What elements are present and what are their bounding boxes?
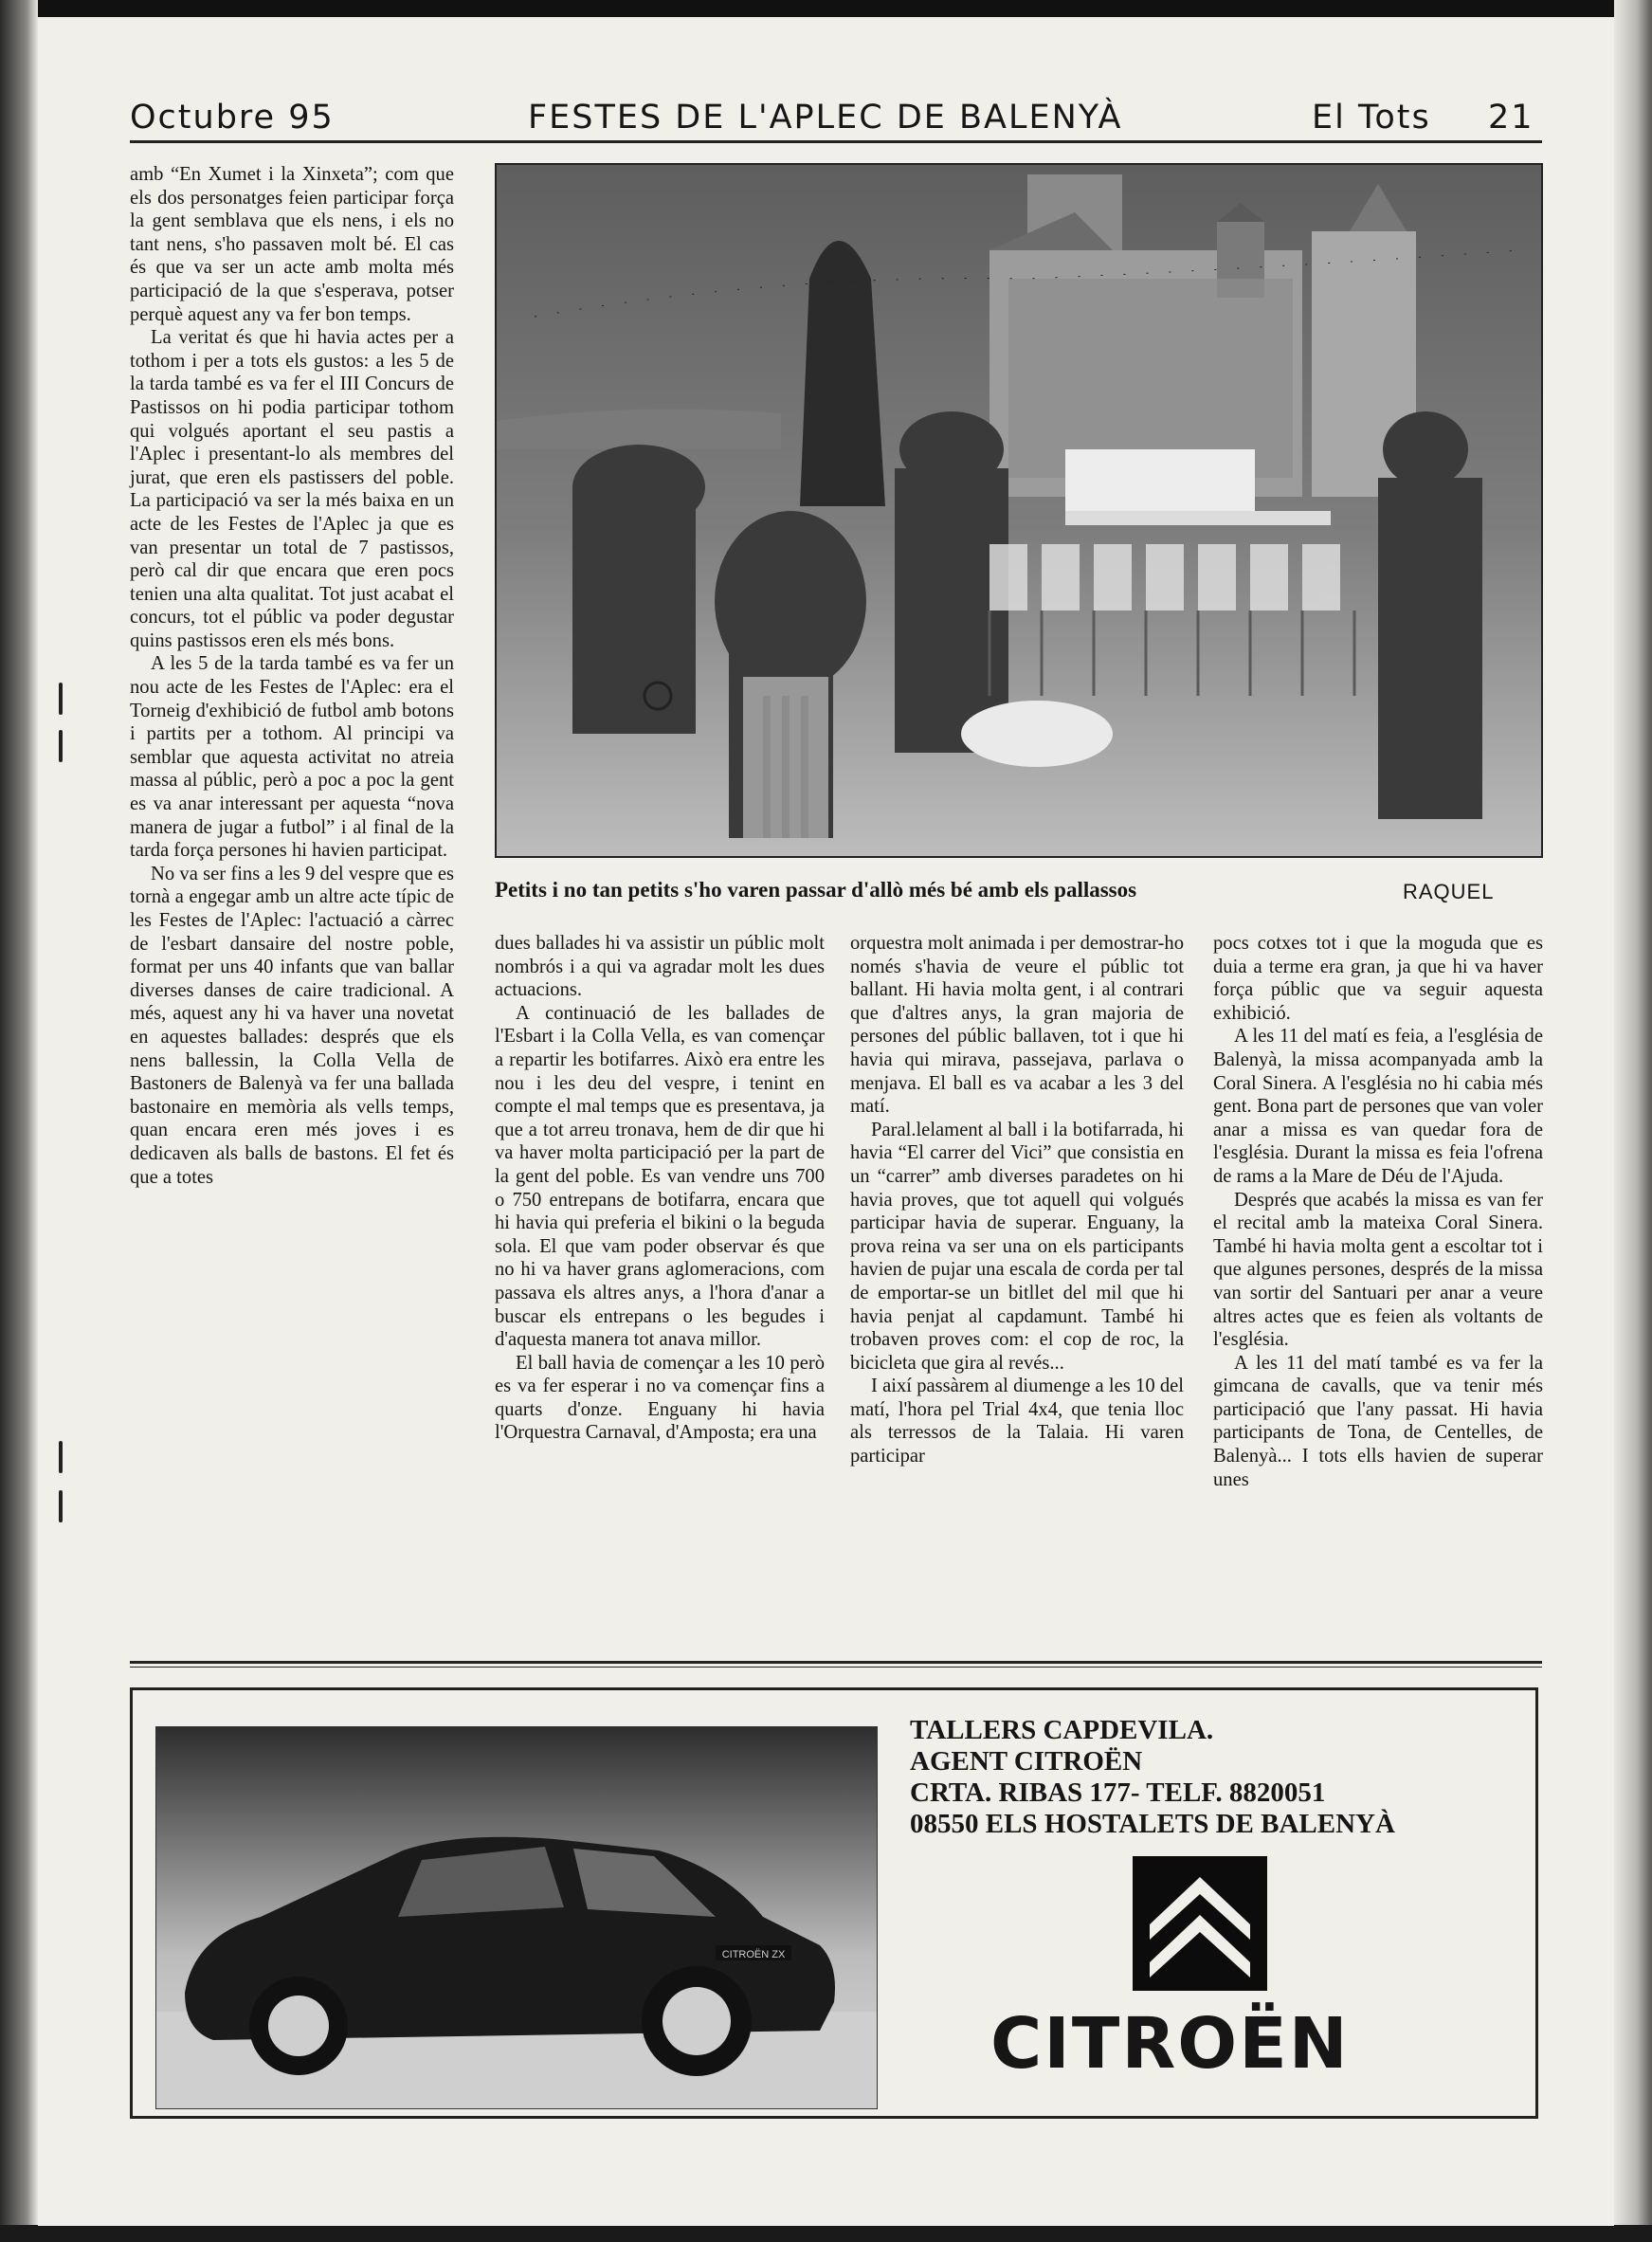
article-column-4 — [1213, 932, 1543, 1491]
binding-mark — [59, 683, 63, 715]
page-number: 21 — [1488, 99, 1534, 137]
car-photo — [155, 1726, 878, 2109]
paragraph: Després que acabés la missa es van fer el recital amb la mateixa Coral Sinera. També hi havia molta gent a escoltar tot i que algunes persones, després de la missa van sortir del Santuari per anar a veure altres actes que es feien als voltants de l'església. — [1213, 1189, 1543, 1351]
scan-bottom-edge — [0, 2225, 1652, 2242]
advert-line: AGENT CITROËN — [910, 1746, 1143, 1777]
photo-caption: Petits i no tan petits s'ho varen passar d'allò més bé amb els pallassos — [495, 878, 1137, 902]
citroen-advertisement — [130, 1687, 1538, 2119]
advert-text — [910, 1715, 1395, 1840]
article-column-2 — [495, 932, 825, 1445]
paragraph: La veritat és que hi havia actes per a tothom i per a tots els gustos: a les 5 de la tarda també es va fer el III Concurs de Pastissos on hi podia participar tothom qui volgués aportant el seu pastis a l'Aplec i presentant-lo als membres del jurat, que eren els pastissers del poble. La participació va ser la més baixa en un acte de les Festes de l'Aplec ja que es van presentar un total de 7 pastissos, però cal dir que encara que eren pocs tenien una alta qualitat. Tot just acabat el concurs, tot el públic va poder degustar quins pastissos eren els més bons. — [130, 327, 454, 651]
paragraph: A les 11 del matí també es va fer la gimcana de cavalls, que va tenir més participació que l'any passat. Hi havia participants de Tona, de Centelles, de Balenyà... I tots ells havien de superar unes — [1213, 1352, 1543, 1490]
paragraph: amb “En Xumet i la Xinxeta”; com que els dos personatges feien participar força la gent semblava que els nens, i els no tant nens, s'ho passaven molt bé. El cas és que va ser un acte amb molta més participació de la que s'esperava, potser perquè aquest any va fer bon temps. — [130, 164, 454, 325]
paragraph: I així passàrem al diumenge a les 10 del matí, l'hora pel Trial 4x4, que tenia lloc als terressos de la Talaia. Hi varen participar — [850, 1376, 1184, 1467]
car-badge: CITROËN ZX — [721, 1949, 786, 1960]
article-column-1 — [130, 163, 454, 1189]
binding-mark — [59, 730, 63, 762]
section-title: FESTES DE L'APLEC DE BALENYÀ — [528, 99, 1123, 137]
citroen-double-chevron-icon — [1133, 1856, 1267, 1991]
scan-right-edge — [1614, 0, 1652, 2242]
paragraph: A continuació de les ballades de l'Esbart i la Colla Vella, es van començar a repartir les botifarres. Això era entre les nou i les deu del vespre, i tenint en compte el mal temps que es presentava, ja que a tot arreu tronava, hem de dir que hi va haver molta participació per la part de la gent del poble. Es van vendre uns 700 o 750 entrepans de botifarra, encara que hi havia qui preferia el bikini o la beguda sola. El que vam poder observar és que no hi va haver grans aglomeracions, com passava els altres anys, a l'hora d'anar a buscar els entrepans o les begudes i d'aquesta manera tot anava millor. — [495, 1002, 825, 1351]
paragraph: Paral.lelament al ball i la botifarrada, hi havia “El carrer del Vici” que consistia en un “carrer” amb diverses paradetes on hi havia proves, que tot aquell qui volgués participar havia de superar. Enguany, la prova reina va ser una on els participants havien de pujar una escala de corda per tal de emportar-se un bitllet del mil que hi havia penjat al capdamunt. També hi trobaven proves com: el cop de roc, la bicicleta que gira al revés... — [850, 1119, 1184, 1374]
paragraph: El ball havia de començar a les 10 però es va fer esperar i no va començar fins a quarts d'onze. Enguany hi havia l'Orquestra Carnaval, d'Amposta; era una — [495, 1352, 825, 1444]
article-column-3 — [850, 932, 1184, 1468]
paragraph: A les 5 de la tarda també es va fer un nou acte de les Festes de l'Aplec: era el Torneig d'exhibició de futbol amb botons i partits per a tothom. Al principi va semblar que aquesta activitat no atreia massa al públic, però a poc a poc la gent es va anar interessant per aquesta “nova manera de jugar a futbol” i al final de la tarda força persones hi havien participat. — [130, 653, 454, 862]
binding-mark — [59, 1490, 63, 1522]
issue-date: Octubre 95 — [130, 99, 335, 137]
festival-photo — [495, 163, 1543, 858]
paragraph: No va ser fins a les 9 del vespre que es tornà a engegar amb un altre acte típic de les Festes de l'Aplec: l'actuació a càrrec de l'esbart dansaire del nostre poble, format per uns 40 infants que van ballar diverses danses de caire tradicional. A més, aquest any hi va haver una novetat en aquestes ballades: després que els nens ballessin, la Colla Vella de Bastoners de Balenyà va fer una ballada bastonaire en memòria als vells temps, quan encara eren més joves i es dedicaven als balls de bastons. El fet és que a totes — [130, 863, 454, 1188]
photo-credit: RAQUEL — [1403, 880, 1495, 903]
advert-line: CRTA. RIBAS 177- TELF. 8820051 — [910, 1777, 1326, 1808]
divider — [130, 1661, 1542, 1664]
divider — [130, 1667, 1542, 1668]
scan-top-edge — [0, 0, 1652, 17]
advert-line: 08550 ELS HOSTALETS DE BALENYÀ — [910, 1809, 1395, 1839]
scan-left-edge — [0, 0, 38, 2242]
brand-wordmark: CITROËN — [990, 2003, 1350, 2085]
advert-line: TALLERS CAPDEVILA. — [910, 1715, 1214, 1745]
paragraph: orquestra molt animada i per demostrar-ho només s'havia de veure el públic tot ballant. Hi havia molta gent, i al contrari que d'altres anys, la gran majoria de persones del públic ballaven, tot i que hi havia qui mirava, passejava, parlava o menjava. El ball es va acabar a les 3 del matí. — [850, 933, 1184, 1118]
paragraph: A les 11 del matí es feia, a l'església de Balenyà, la missa acompanyada amb la Coral Sinera. A l'església no hi cabia més gent. Bona part de persones que van voler anar a missa es van quedar fora de l'església. Durant la missa es feia l'ofrena de rams a la Mare de Déu de l'Ajuda. — [1213, 1026, 1543, 1187]
binding-mark — [59, 1441, 63, 1473]
paragraph: pocs cotxes tot i que la moguda que es duia a terme era gran, ja que hi va haver força públic que va seguir aquesta exhibició. — [1213, 933, 1543, 1024]
paragraph: dues ballades hi va assistir un públic molt nombrós i a qui va agradar molt les dues actuacions. — [495, 933, 825, 1001]
page-header — [130, 99, 1542, 143]
publication-name: El Tots — [1312, 99, 1431, 137]
